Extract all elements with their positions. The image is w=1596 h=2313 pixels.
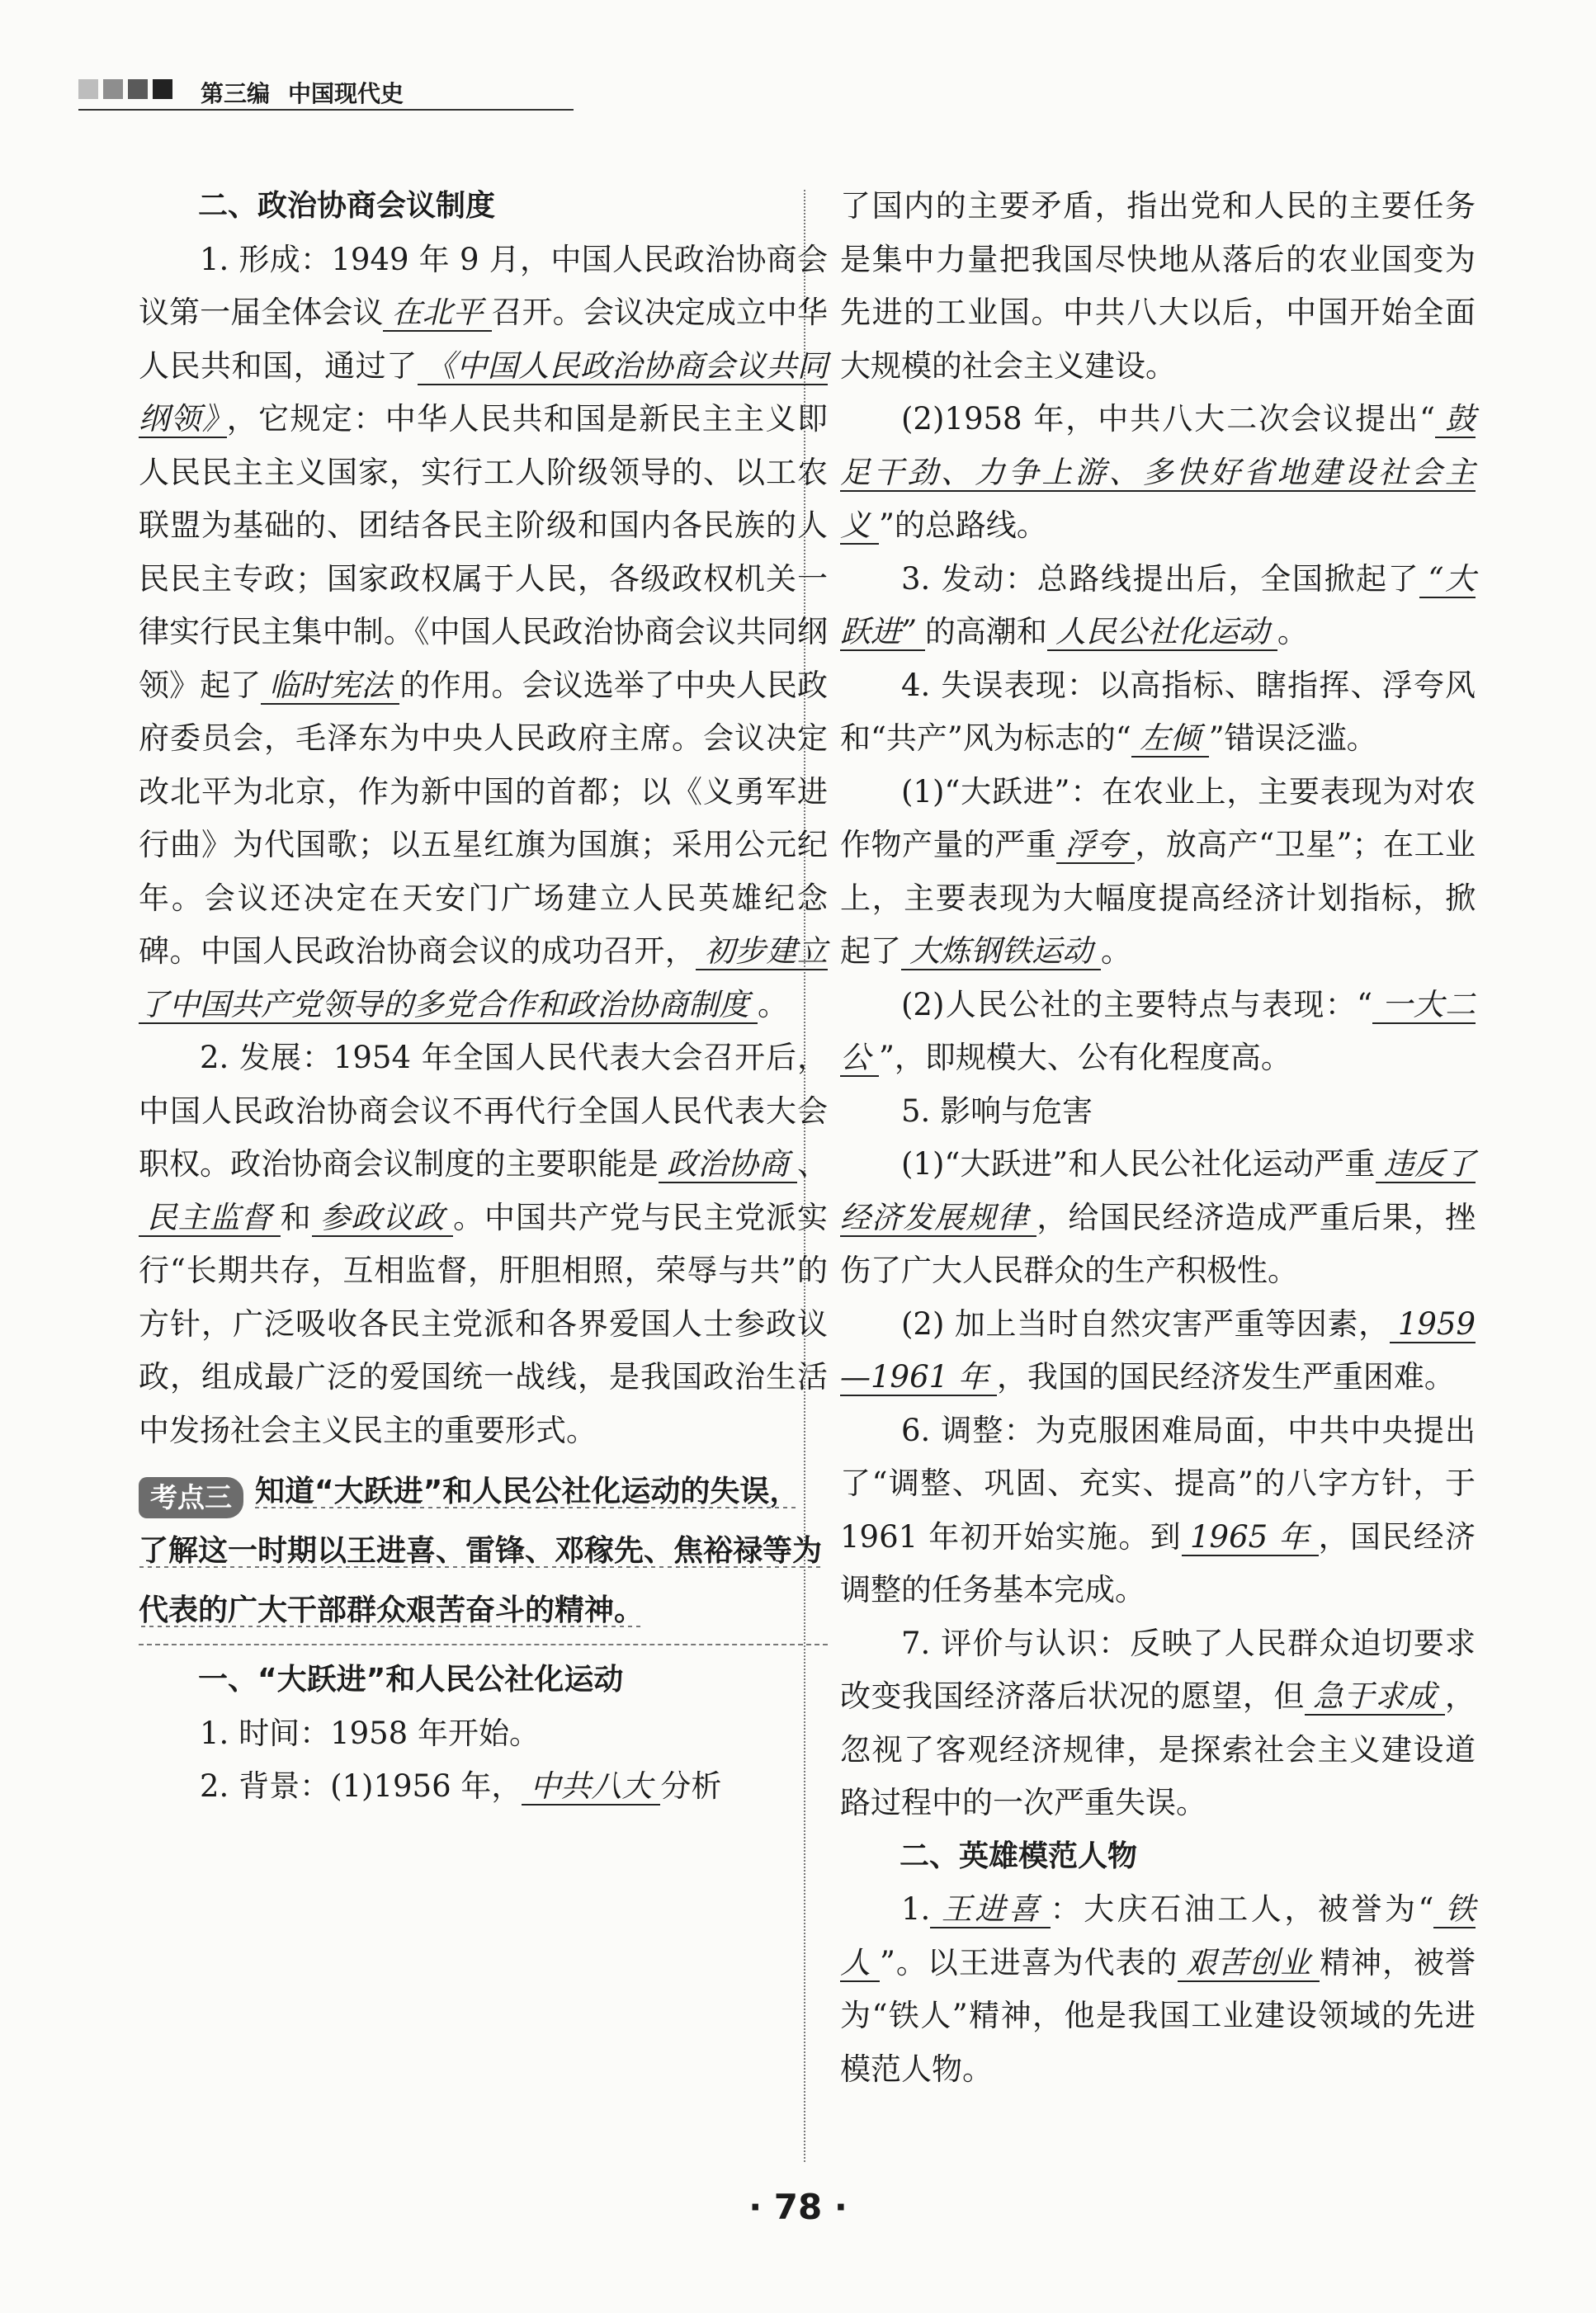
paragraph-commune: (2)人民公社的主要特点与表现：“ 一大二公 ”，即规模大、公有化程度高。 [840,986,1476,1075]
answer-blank: 左倾 [1131,720,1209,758]
answer-blank: 初步建立了中国共产党领导的多党合作和政治协商制度 [139,933,829,1022]
exam-point-label: 考点三 [139,1477,243,1518]
running-header [78,73,574,111]
paragraph-time: 1. 时间：1958 年开始。 [200,1715,540,1751]
answer-blank: 政治协商 [659,1146,797,1183]
paragraph-background: 2. 背景：(1)1956 年， 中共八大 分析 [200,1768,722,1804]
page-number: · 78 · [748,2187,848,2227]
answer-blank: 1959—1961 年 [840,1305,1476,1395]
paragraph-evaluation: 7. 评价与认识：反映了人民群众迫切要求改变我国经济落后状况的愿望，但 急于求成 ，忽视了客观经济规律，是探索社会主义建设道路过程中的一次严重失误。 [840,1625,1476,1820]
section-heading-great-leap: 一、“大跃进”和人民公社化运动 [198,1663,624,1697]
paragraph-background-cont: 了国内的主要矛盾，指出党和人民的主要任务是集中力量把我国尽快地从落后的农业国变为先进的工业国。中共八大以后，中国开始全面大规模的社会主义建设。 [840,188,1476,384]
answer-blank: 人民公社化运动 [1047,614,1277,651]
left-column [139,180,828,1814]
answer-blank: 王进喜 [930,1891,1050,1928]
exam-point-box [139,1462,828,1645]
answer-blank: 违反了经济发展规律 [840,1146,1476,1235]
section-heading-heroes: 二、英雄模范人物 [900,1839,1138,1873]
exam-point-text: 知道“大跃进”和人民公社化运动的失误，了解这一时期以王进喜、雷锋、邓稼先、焦裕禄等为代表的广大干部群众艰苦奋斗的精神。 [139,1475,823,1627]
paragraph-mistakes: 4. 失误表现：以高指标、瞎指挥、浮夸风和“共产”风为标志的“ 左倾 ”错误泛滥。 [840,667,1476,756]
answer-blank: 急于求成 [1305,1678,1445,1716]
answer-blank: 参政议政 [312,1200,454,1237]
paragraph-impact-2: (2) 加上当时自然灾害严重等因素， 1959—1961 年 ，我国的国民经济发生严重困难。 [840,1305,1476,1395]
answer-blank: 艰苦创业 [1178,1945,1320,1982]
paragraph-general-line: (2)1958 年，中共八大二次会议提出“ 鼓足干劲、力争上游、多快好省地建设社会主义 ”的总路线。 [840,401,1476,543]
paragraph-impact-1: (1)“大跃进”和人民公社化运动严重 违反了经济发展规律 ，给国民经济造成严重后果，挫伤了广大人民群众的生产积极性。 [840,1146,1476,1288]
paragraph-impact-title: 5. 影响与危害 [901,1093,1093,1129]
paragraph-wang-jinxi: 1. 王进喜 ：大庆石油工人，被誉为“ 铁人 ”。以王进喜为代表的 艰苦创业 精神，被誉为“铁人”精神，他是我国工业建设领域的先进模范人物。 [840,1891,1476,2087]
paragraph-great-leap-details: (1)“大跃进”：在农业上，主要表现为对农作物产量的严重 浮夸 ，放高产“卫星”；在工业上，主要表现为大幅度提高经济计划指标，掀起了 大炼钢铁运动 。 [840,773,1476,969]
header-title [201,76,422,109]
right-column [840,180,1476,2096]
answer-blank: 大炼钢铁运动 [901,933,1101,970]
paragraph-launch: 3. 发动：总路线提出后，全国掀起了 “大跃进” 的高潮和 人民公社化运动 。 [840,560,1476,649]
paragraph-adjustment: 6. 调整：为克服困难局面，中共中央提出了“调整、巩固、充实、提高”的八字方针，于 1961 年初开始实施。到 1965 年 ，国民经济调整的任务基本完成。 [840,1412,1476,1607]
section-heading-cppcc: 二、政治协商会议制度 [198,189,496,223]
answer-blank: 铁人 [840,1891,1476,1980]
answer-blank: 1965 年 [1182,1519,1319,1556]
paragraph-development: 2. 发展：1954 年全国人民代表大会召开后，中国人民政治协商会议不再代行全国人民代表大会职权。政治协商会议制度的主要职能是 政治协商 、民主监督 和 参政议政 。中国共产党与民主党派实行“长期共存，互相监督，肝胆相照，荣辱与共”的方针，广泛吸收各民主党派和各界爱国人士参政议政，组成最广泛的爱国统一战线，是我国政治生活中发扬社会主义民主的重要形式。 [139,1040,829,1448]
answer-blank: 一大二公 [840,986,1476,1075]
answer-blank: “大跃进” [840,560,1476,649]
answer-blank: 临时宪法 [261,668,399,705]
answer-blank: 《中国人民政治协商会议共同纲领》 [139,347,829,437]
paragraph-formation: 1. 形成：1949 年 9 月，中国人民政治协商会议第一届全体会议 在北平 召开。会议决定成立中华人民共和国，通过了 《中国人民政治协商会议共同纲领》 ，它规定：中华人民共和国是新民主主义即人民民主主义国家，实行工人阶级领导的、以工农联盟为基础的、团结各民主阶级和国内各民族的人民民主专政；国家政权属于人民，各级政权机关一律实行民主集中制。《中国人民政治协商会议共同纲领》起了 临时宪法 的作用。会议选举了中央人民政府委员会，毛泽东为中央人民政府主席。会议决定改北平为北京，作为新中国的首都；以《义勇军进行曲》为代国歌；以五星红旗为国旗；采用公元纪年。会议还决定在天安门广场建立人民英雄纪念碑。中国人民政治协商会议的成功召开， 初步建立了中国共产党领导的多党合作和政治协商制度 。 [139,241,829,1022]
header-part: 第三编 [201,80,271,107]
header-chapter: 中国现代史 [288,80,404,107]
exam-point-divider [139,1644,828,1645]
answer-blank: 民主监督 [139,1200,281,1237]
header-squares-icon [78,79,177,102]
answer-blank: 中共八大 [522,1768,660,1806]
answer-blank: 浮夸 [1056,827,1135,864]
answer-blank: 鼓足干劲、力争上游、多快好省地建设社会主义 [840,401,1476,543]
answer-blank: 在北平 [383,295,491,332]
